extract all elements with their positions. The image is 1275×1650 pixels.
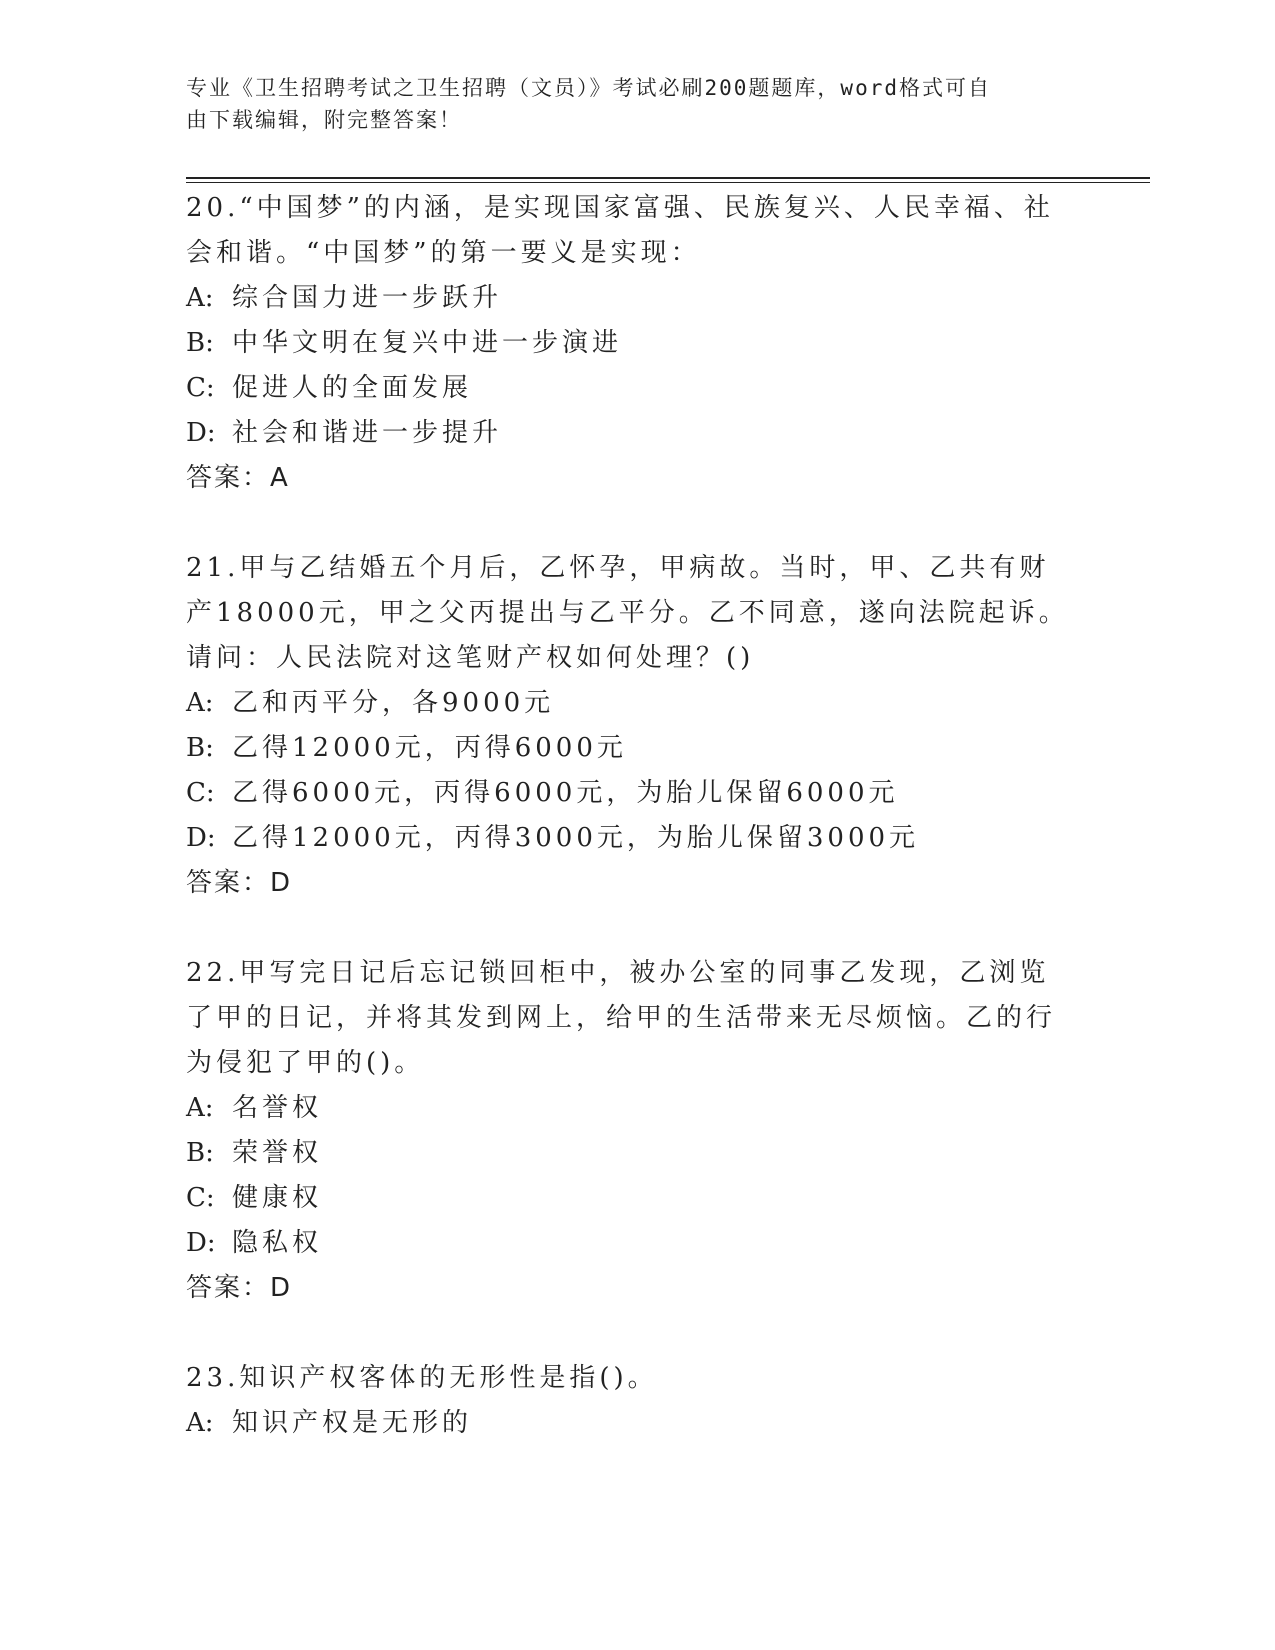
- answer-line: 答案：D: [186, 868, 293, 898]
- option-c: [186, 366, 1076, 411]
- option-label: A:: [186, 1408, 214, 1438]
- option-text: 荣誉权: [232, 1138, 323, 1168]
- question-20: [186, 186, 1076, 501]
- option-label: A:: [186, 688, 214, 718]
- option-label: C:: [186, 373, 215, 403]
- question-list: [186, 186, 1076, 1491]
- option-text: 名誉权: [232, 1093, 323, 1123]
- question-text: 20.“中国梦”的内涵，是实现国家富强、民族复兴、人民幸福、社会和谐。“中国梦”的第一要义是实现：: [186, 193, 1054, 268]
- option-a: [186, 1086, 1076, 1131]
- option-a: [186, 276, 1076, 321]
- option-text: 社会和谐进一步提升: [232, 418, 503, 448]
- header-line-2: 由下载编辑，附完整答案！: [186, 108, 462, 132]
- option-a: [186, 1401, 1076, 1446]
- question-21: [186, 546, 1076, 906]
- option-label: D:: [186, 418, 216, 448]
- question-22: [186, 951, 1076, 1311]
- option-c: [186, 1176, 1076, 1221]
- option-text: 乙得6000元，丙得6000元，为胎儿保留6000元: [232, 778, 899, 808]
- answer-line: 答案：D: [186, 1273, 293, 1303]
- question-text: 23.知识产权客体的无形性是指()。: [186, 1363, 658, 1393]
- question-text: 22.甲写完日记后忘记锁回柜中，被办公室的同事乙发现，乙浏览了甲的日记，并将其发到网上，给甲的生活带来无尽烦恼。乙的行为侵犯了甲的()。: [186, 958, 1057, 1078]
- option-c: [186, 771, 1076, 816]
- option-b: [186, 321, 1076, 366]
- answer-line: 答案：A: [186, 463, 290, 493]
- option-label: B:: [186, 733, 214, 763]
- option-text: 乙得12000元，丙得3000元，为胎儿保留3000元: [232, 823, 920, 853]
- option-b: [186, 726, 1076, 771]
- option-text: 促进人的全面发展: [232, 373, 473, 403]
- option-text: 乙得12000元，丙得6000元: [232, 733, 627, 763]
- option-text: 综合国力进一步跃升: [232, 283, 503, 313]
- document-header: [186, 72, 1066, 136]
- option-label: A:: [186, 1093, 214, 1123]
- option-d: [186, 1221, 1076, 1266]
- option-text: 中华文明在复兴中进一步演进: [232, 328, 623, 358]
- option-label: C:: [186, 778, 215, 808]
- option-text: 隐私权: [232, 1228, 323, 1258]
- header-rule-thin: [186, 182, 1150, 183]
- option-text: 健康权: [232, 1183, 323, 1213]
- option-label: A:: [186, 283, 214, 313]
- header-rule-thick: [186, 177, 1150, 179]
- option-a: [186, 681, 1076, 726]
- question-text: 21.甲与乙结婚五个月后，乙怀孕，甲病故。当时，甲、乙共有财产18000元，甲之父丙提出与乙平分。乙不同意，遂向法院起诉。请问：人民法院对这笔财产权如何处理？(): [186, 553, 1069, 673]
- option-label: C:: [186, 1183, 215, 1213]
- header-line-1: 专业《卫生招聘考试之卫生招聘（文员）》考试必刷200题题库，word格式可自: [186, 76, 991, 100]
- option-d: [186, 411, 1076, 456]
- option-b: [186, 1131, 1076, 1176]
- option-text: 知识产权是无形的: [232, 1408, 473, 1438]
- option-label: B:: [186, 1138, 214, 1168]
- option-text: 乙和丙平分，各9000元: [232, 688, 555, 718]
- option-d: [186, 816, 1076, 861]
- option-label: B:: [186, 328, 214, 358]
- question-23: [186, 1356, 1076, 1446]
- option-label: D:: [186, 1228, 216, 1258]
- option-label: D:: [186, 823, 216, 853]
